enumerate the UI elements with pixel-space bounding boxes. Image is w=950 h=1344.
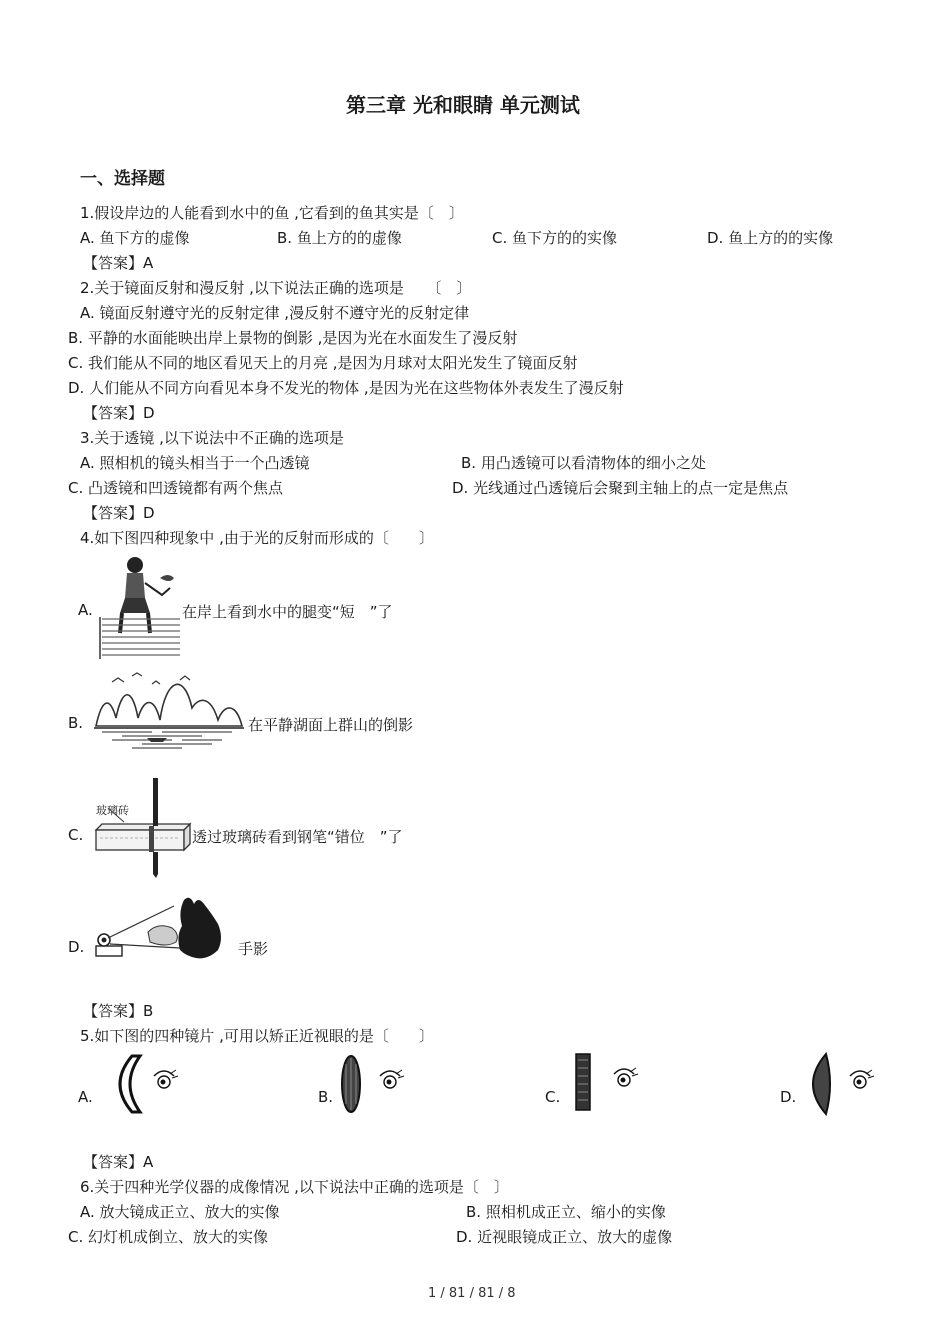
q2-stem: 2.关于镜面反射和漫反射 ,以下说法正确的选项是 〔 〕 bbox=[80, 279, 472, 297]
q6-option-d: D. 近视眼镜成正立、放大的虚像 bbox=[456, 1228, 673, 1246]
q5-option-b-label: B. bbox=[318, 1088, 334, 1106]
q3-answer: 【答案】D bbox=[83, 504, 155, 522]
convex-lens-b-figure bbox=[338, 1054, 414, 1116]
q2-option-a: A. 镜面反射遵守光的反射定律 ,漫反射不遵守光的反射定律 bbox=[80, 304, 470, 322]
q6-option-a: A. 放大镜成正立、放大的实像 bbox=[80, 1203, 280, 1221]
q2-option-d: D. 人们能从不同方向看见本身不发光的物体 ,是因为光在这些物体外表发生了漫反射 bbox=[68, 379, 624, 397]
q5-option-a-label: A. bbox=[78, 1088, 93, 1106]
page-title: 第三章 光和眼睛 单元测试 bbox=[346, 93, 580, 117]
q5-answer: 【答案】A bbox=[83, 1153, 154, 1171]
meniscus-lens-d-figure bbox=[802, 1052, 880, 1118]
q4-option-d-text: 手影 bbox=[238, 940, 269, 958]
q3-option-b: B. 用凸透镜可以看清物体的细小之处 bbox=[461, 454, 706, 472]
q4-answer: 【答案】B bbox=[83, 1002, 154, 1020]
q5-option-d-label: D. bbox=[780, 1088, 797, 1106]
q4-option-c-label: C. bbox=[68, 826, 84, 844]
q3-option-d: D. 光线通过凸透镜后会聚到主轴上的点一定是焦点 bbox=[452, 479, 789, 497]
q1-option-b: B. 鱼上方的的虚像 bbox=[277, 229, 402, 247]
q4-option-c-text: 透过玻璃砖看到钢笔“错位 ”了 bbox=[192, 828, 403, 846]
q1-option-c: C. 鱼下方的的实像 bbox=[492, 229, 618, 247]
flat-lens-c-figure bbox=[570, 1052, 646, 1114]
hand-shadow-figure bbox=[88, 896, 238, 968]
q3-option-a: A. 照相机的镜头相当于一个凸透镜 bbox=[80, 454, 310, 472]
mountain-reflection-figure bbox=[92, 668, 246, 754]
q2-option-b: B. 平静的水面能映出岸上景物的倒影 ,是因为光在水面发生了漫反射 bbox=[68, 329, 518, 347]
q5-stem: 5.如下图的四种镜片 ,可用以矫正近视眼的是〔 〕 bbox=[80, 1027, 434, 1045]
q1-option-a: A. 鱼下方的虚像 bbox=[80, 229, 190, 247]
q6-option-b: B. 照相机成正立、缩小的实像 bbox=[466, 1203, 666, 1221]
q6-option-c: C. 幻灯机成倒立、放大的实像 bbox=[68, 1228, 269, 1246]
glass-brick-pen-figure bbox=[94, 778, 192, 880]
q1-option-d: D. 鱼上方的的实像 bbox=[707, 229, 834, 247]
q3-stem: 3.关于透镜 ,以下说法中不正确的选项是 bbox=[80, 429, 344, 447]
glass-brick-label: 玻璃砖 bbox=[96, 804, 129, 817]
section-heading: 一、选择题 bbox=[80, 169, 165, 189]
q4-option-a-text: 在岸上看到水中的腿变“短 ”了 bbox=[182, 603, 393, 621]
q4-option-b-text: 在平静湖面上群山的倒影 bbox=[248, 716, 414, 734]
q2-answer: 【答案】D bbox=[83, 404, 155, 422]
page-footer: 1 / 81 / 81 / 8 bbox=[428, 1286, 516, 1301]
q1-answer: 【答案】A bbox=[83, 254, 154, 272]
q3-option-c: C. 凸透镜和凹透镜都有两个焦点 bbox=[68, 479, 284, 497]
q4-stem: 4.如下图四种现象中 ,由于光的反射而形成的〔 〕 bbox=[80, 529, 434, 547]
q5-option-c-label: C. bbox=[545, 1088, 561, 1106]
q4-option-d-label: D. bbox=[68, 938, 85, 956]
q1-stem: 1.假设岸边的人能看到水中的鱼 ,它看到的鱼其实是〔 〕 bbox=[80, 204, 464, 222]
concave-lens-a-figure bbox=[104, 1054, 184, 1116]
q4-option-b-label: B. bbox=[68, 714, 84, 732]
leg-in-water-figure bbox=[100, 553, 182, 659]
q2-option-c: C. 我们能从不同的地区看见天上的月亮 ,是因为月球对太阳光发生了镜面反射 bbox=[68, 354, 578, 372]
q4-option-a-label: A. bbox=[78, 601, 93, 619]
q6-stem: 6.关于四种光学仪器的成像情况 ,以下说法中正确的选项是〔 〕 bbox=[80, 1178, 509, 1196]
